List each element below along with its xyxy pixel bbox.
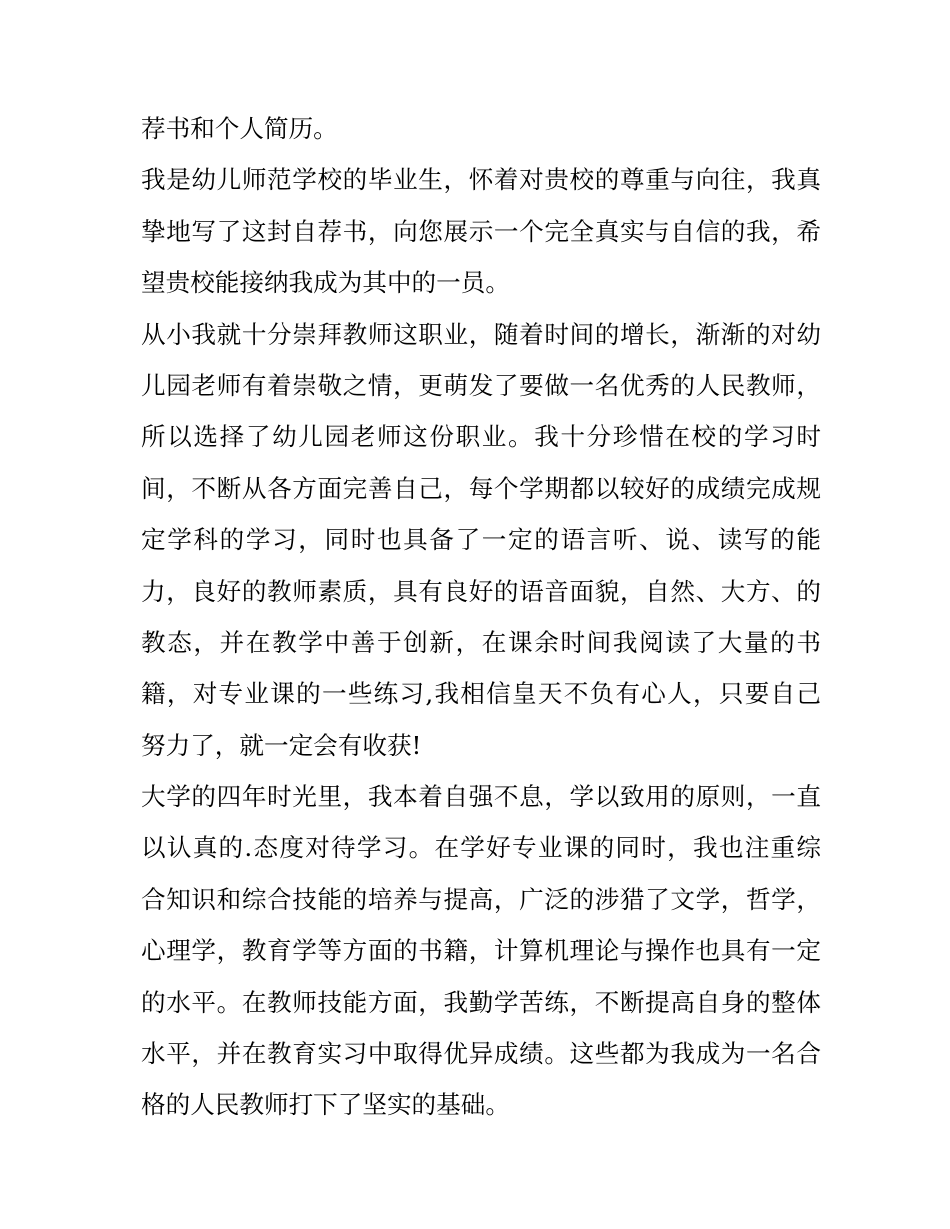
text-line: 儿园老师有着崇敬之情，更萌发了要做一名优秀的人民教师， xyxy=(141,370,821,400)
text-line: 合知识和综合技能的培养与提高，广泛的涉猎了文学，哲学， xyxy=(141,884,821,914)
text-line: 力，良好的教师素质，具有良好的语音面貌，自然、大方、的 xyxy=(141,576,821,606)
text-line: 大学的四年时光里，我本着自强不息，学以致用的原则，一直 xyxy=(141,782,821,812)
text-line: 挚地写了这封自荐书，向您展示一个完全真实与自信的我，希 xyxy=(141,216,821,246)
text-line: 间，不断从各方面完善自己，每个学期都以较好的成绩完成规 xyxy=(141,473,821,503)
text-line: 的水平。在教师技能方面，我勤学苦练，不断提高自身的整体 xyxy=(141,987,821,1017)
text-line: 定学科的学习，同时也具备了一定的语言听、说、读写的能 xyxy=(141,525,821,555)
text-line: 荐书和个人简历。 xyxy=(141,114,338,143)
text-line: 努力了，就一定会有收获! xyxy=(141,730,422,760)
text-line: 籍，对专业课的一些练习,我相信皇天不负有心人，只要自己 xyxy=(141,679,821,709)
text-line: 望贵校能接纳我成为其中的一员。 xyxy=(141,268,510,298)
text-line: 从小我就十分崇拜教师这职业，随着时间的增长，渐渐的对幼 xyxy=(141,319,821,349)
text-line: 心理学，教育学等方面的书籍，计算机理论与操作也具有一定 xyxy=(141,936,821,966)
text-line: 水平，并在教育实习中取得优异成绩。这些都为我成为一名合 xyxy=(141,1039,821,1069)
text-line: 格的人民教师打下了坚实的基础。 xyxy=(141,1090,510,1120)
text-line: 我是幼儿师范学校的毕业生，怀着对贵校的尊重与向往，我真 xyxy=(141,165,821,195)
letter-body xyxy=(141,103,821,1131)
text-line: 以认真的.态度对待学习。在学好专业课的同时，我也注重综 xyxy=(141,833,821,863)
text-line: 所以选择了幼儿园老师这份职业。我十分珍惜在校的学习时 xyxy=(141,422,821,452)
text-line: 教态，并在教学中善于创新，在课余时间我阅读了大量的书 xyxy=(141,627,821,657)
